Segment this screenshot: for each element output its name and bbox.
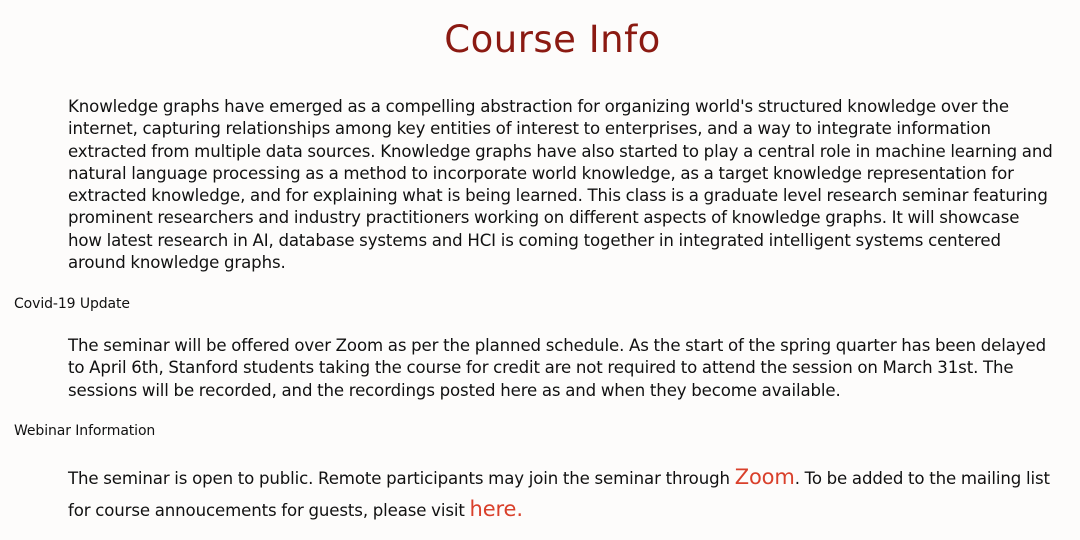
zoom-link[interactable]: Zoom — [734, 465, 795, 489]
webinar-information-heading: Webinar Information — [14, 423, 156, 439]
intro-paragraph: Knowledge graphs have emerged as a compelling abstraction for organizing world's structured knowledge over the internet, capturing relationships among key entities of interest to enterprises, and a way to integrate information extracted from multiple data sources. Knowledge graphs have also started to play a central role in machine learning and natural language processing as a method to incorporate world knowledge, as a target knowledge representation for extracted knowledge, and for explaining what is being learned. This class is a graduate level research seminar featuring prominent researchers and industry practitioners working on different aspects of knowledge graphs. It will showcase how latest research in AI, database systems and HCI is coming together in integrated intelligent systems centered around knowledge graphs. — [68, 97, 1053, 273]
page-title: Course Info — [444, 18, 661, 61]
webinar-text-before: The seminar is open to public. Remote participants may join the seminar through — [68, 469, 735, 488]
here-link[interactable]: here. — [469, 497, 523, 521]
covid-update-paragraph: The seminar will be offered over Zoom as per the planned schedule. As the start of the spring quarter has been delayed to April 6th, Stanford students taking the course for credit are not required to attend the session on March 31st. The sessions will be recorded, and the recordings posted here as and when they become available. — [68, 336, 1046, 400]
webinar-paragraph — [68, 462, 1053, 526]
covid-update-heading: Covid-19 Update — [14, 296, 130, 312]
webinar-text-middle: . To be added to the mailing list for course annoucements for guests, please visit — [68, 469, 1050, 520]
